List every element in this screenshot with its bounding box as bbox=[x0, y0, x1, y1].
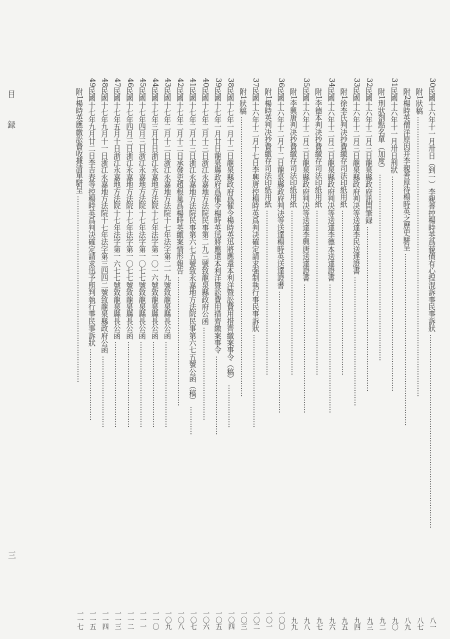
toc-entry-page: 八一 bbox=[428, 616, 436, 630]
toc-entry-text: 附1李興唐判决抄費繳存司法印紙用紙 …………………………………………………………… bbox=[289, 88, 299, 376]
toc-entry-text: 48民國十七年九月十一日浙江永嘉地方法院十七年法字第三四四二號致龍泉縣政府公函 ………………………… bbox=[100, 78, 110, 428]
toc-entry-text: 附1徐李氏判决抄費繳存司法印紙用紙 …………………………………………………………… bbox=[339, 88, 349, 376]
toc-entry-page: 八九 bbox=[402, 616, 411, 630]
side-title: 目 録 bbox=[7, 90, 16, 139]
toc-entry-text: 附1狀稿 ……………………………………………………………………………………………………… bbox=[239, 88, 249, 397]
toc-entry bbox=[123, 78, 136, 630]
toc-entry-text: 33民國十六年十二月三日龍泉縣政府判决等送達李民送達證書 ……………………………………………… bbox=[352, 78, 362, 407]
toc-entry bbox=[111, 78, 124, 630]
toc-entry-text: 附2楊時英僧洋原因并李親善厚待楊時英之歷史駢呈 ……………………………………………………………… bbox=[402, 88, 412, 426]
toc-entry-text: 37民國十六年十二月十七日李興唐控楊時英爲判决確定請求强制執行事民事訴狀 ………………………………… bbox=[251, 78, 261, 428]
toc-entry-page: 一一五 bbox=[87, 610, 96, 630]
toc-entry-text: 附1刑狀劄點名單（加度） …………………………………………………………………… bbox=[377, 88, 387, 361]
toc-entry bbox=[299, 78, 312, 630]
toc-entry-page: 一一七 bbox=[75, 610, 84, 630]
toc-entry-text: 40民國十七年二月十三日浙江永嘉地方法院民事第二九三號致龍泉縣政府公函 ………………………………… bbox=[201, 78, 211, 421]
toc-entry-text: 附1楊時英判决抄費繳存司法印紙用紙 …………………………………………………………… bbox=[264, 88, 274, 376]
toc-entry bbox=[388, 78, 401, 630]
toc-entry bbox=[73, 78, 86, 630]
toc-entry-page: 九七 bbox=[314, 616, 323, 630]
toc-entry-page: 一〇八 bbox=[176, 610, 185, 630]
toc-entry bbox=[287, 78, 300, 630]
toc-entry bbox=[85, 78, 98, 630]
toc-entry bbox=[312, 78, 325, 630]
toc-entry-page: 八七 bbox=[415, 616, 424, 630]
toc-entry bbox=[274, 78, 287, 630]
toc-entry-page: 一一〇 bbox=[150, 610, 159, 630]
toc-entry-page: 一〇三 bbox=[239, 610, 248, 630]
toc-entry bbox=[136, 78, 149, 630]
toc-entry bbox=[161, 78, 174, 630]
toc-entry-text: 47民國十七年五月十日浙江永嘉地方法院十七年法字第一六七七號致龍泉縣長公函 ……………………………… bbox=[113, 78, 123, 428]
toc-entry-text: 附1狀稿 ……………………………………………………………………………………………………… bbox=[415, 88, 425, 397]
toc-entry bbox=[425, 78, 438, 630]
toc-entry-page: 一〇五 bbox=[213, 610, 222, 630]
toc-entry-page: 九八 bbox=[302, 616, 311, 630]
toc-entry-page: 一一三 bbox=[113, 610, 122, 630]
toc-entry-page: 一〇〇 bbox=[276, 610, 285, 630]
toc-entry bbox=[186, 78, 199, 630]
toc-entry bbox=[199, 78, 212, 630]
toc-entry-text: 34民國十六年十二月三日龍泉縣政府判决等送達李德本送達證書 ……………………………………………… bbox=[327, 78, 337, 414]
toc-entry-text: 43民國十七年二月十二日浙江永嘉地方法院十七年法字第二一九號致龍泉縣長公函 ……………………………… bbox=[163, 78, 173, 428]
toc-entry-text: 32民國十六年十二月三日龍泉縣政府訊問筆録 …………………………………………………………… bbox=[365, 78, 375, 392]
toc-entry bbox=[400, 78, 413, 630]
toc-entry bbox=[337, 78, 350, 630]
toc-entry bbox=[262, 78, 275, 630]
toc-entry-text: 附1楊時英應繳訟費收據清單駢呈 …………………………………………………………………… bbox=[75, 88, 85, 383]
toc-entry bbox=[325, 78, 338, 630]
toc-entry-page: 一〇七 bbox=[188, 610, 197, 630]
toc-entry-text: 附1李德本判决抄費繳存司法印紙用紙 …………………………………………………………… bbox=[314, 88, 324, 376]
toc-entry-page: 一一四 bbox=[100, 610, 109, 630]
toc-entry bbox=[413, 78, 426, 630]
toc-entry-text: 41民國十七年二月十三日浙江永嘉地方法院民事第六七五號致永嘉地方法院民事第六七五號公函（稿） ………… bbox=[188, 78, 198, 435]
toc-entry bbox=[249, 78, 262, 630]
page-number: 三 bbox=[8, 551, 16, 560]
toc-entry bbox=[375, 78, 388, 630]
toc-entry-page: 一一二 bbox=[125, 610, 134, 630]
toc-entry-text: 45民國十七年四月三日浙江永嘉地方法院十七年法字第一〇七七號致龍泉縣長公函 ……………………………… bbox=[138, 78, 148, 428]
toc-entry-page: 一〇二 bbox=[251, 610, 260, 630]
toc-entry-page: 九四 bbox=[352, 616, 361, 630]
toc-entry-page: 九二 bbox=[377, 616, 386, 630]
toc-entry-page: 九五 bbox=[339, 616, 348, 630]
toc-entry-page: 一一一 bbox=[138, 610, 147, 630]
toc-entry-text: 42民國十七年二月十二日承發吏趙根巢爲楊時英繳案情形報告 ……………………………………………… bbox=[176, 78, 186, 407]
toc-entry-page: 一〇六 bbox=[201, 610, 210, 630]
toc-entry-text: 36民國十六年十二月十二日龍泉縣政府判决等送達楊時英送達證書 …………………………………………… bbox=[276, 78, 286, 414]
toc-entry-text: 39民國十七年一月廿日龍泉縣政府爲催令楊時英迅將應還本利洋暨訟費用措齊繳案事令 …………………………… bbox=[213, 78, 223, 435]
toc-entry-text: 44民國十七年三月廿日浙江永嘉地方法院十七年法字第一〇一六號致龍泉縣長公函 ……………………………… bbox=[150, 78, 160, 428]
toc-entry bbox=[98, 78, 111, 630]
toc-entry-text: 30民國十六年十一月卅日（到一）李親善控楊時英爲藐債有心捏混訴事民事訴狀 ……………………………………………………………………… bbox=[428, 78, 437, 529]
toc-entry-text: 49民國十七年九月廿二日李吉春等控楊時英爲判决確定請求迅予照判執行事民事訴狀 ………………………… bbox=[87, 78, 97, 421]
toc-entry-page: 九六 bbox=[327, 616, 336, 630]
toc-entry-text: 38民國十七年一月十二日龍泉縣政府爲催令楊時英迅將應還本利洋暨訟費用措齊繳案事令（稿） ……………… bbox=[226, 78, 236, 428]
toc-entry-page: 一〇一 bbox=[264, 610, 273, 630]
toc-entry bbox=[224, 78, 237, 630]
toc-entry-text: 46民國十七年四月三日浙江永嘉地方法院十七年法字第一〇七七號致龍泉縣長公函 ……………………………… bbox=[125, 78, 135, 428]
toc-entry-page: 九三 bbox=[365, 616, 374, 630]
toc-entry bbox=[350, 78, 363, 630]
toc-entry-page: 一〇四 bbox=[226, 610, 235, 630]
toc-entry bbox=[148, 78, 161, 630]
toc-entry bbox=[174, 78, 187, 630]
table-of-contents bbox=[46, 78, 438, 630]
toc-entry bbox=[362, 78, 375, 630]
toc-entry-text: 35民國十六年十二月三日龍泉縣政府判决等送達李興唐送達證書 ……………………………………………… bbox=[302, 78, 312, 414]
toc-entry-page: 一〇九 bbox=[163, 610, 172, 630]
toc-entry-page: 九九 bbox=[289, 616, 298, 630]
toc-entry bbox=[211, 78, 224, 630]
toc-entry-page: 九〇 bbox=[390, 616, 399, 630]
toc-entry-text: 31民國十六年十一月卅日刑狀 ……………………………………………………………………………… bbox=[390, 78, 400, 392]
toc-entry bbox=[237, 78, 250, 630]
